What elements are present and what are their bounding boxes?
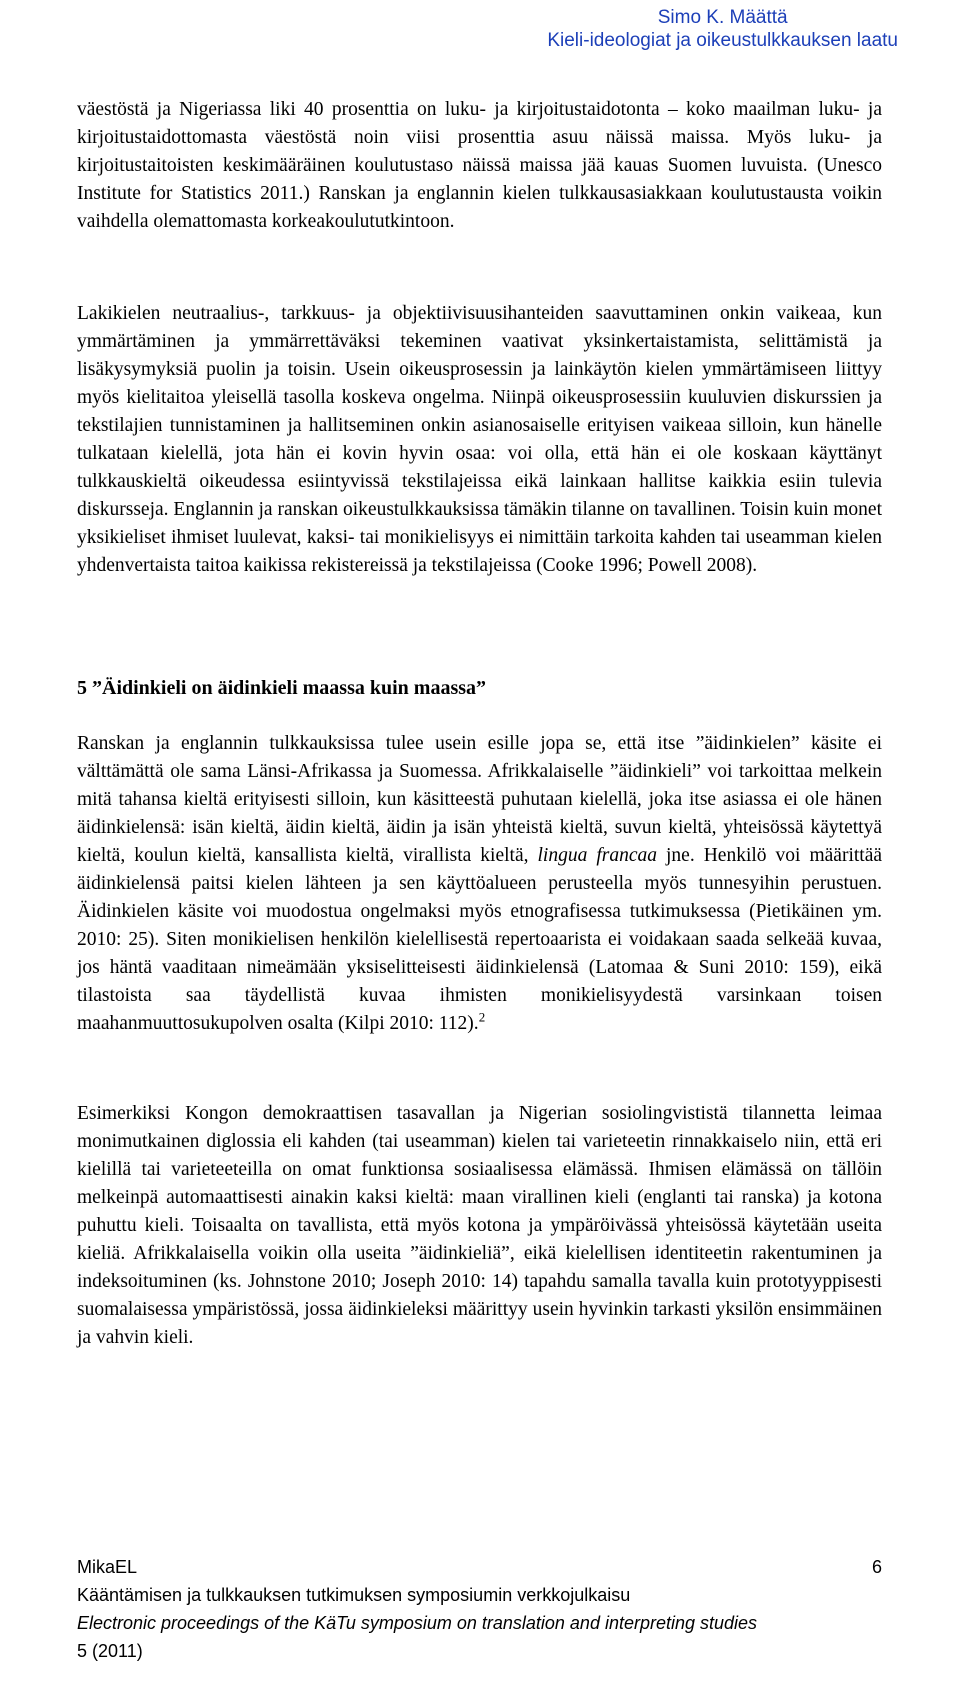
header-title: Kieli-ideologiat ja oikeustulkkauksen laatu	[547, 30, 898, 51]
footer-line-2: Electronic proceedings of the KäTu symposium on translation and interpreting studies	[77, 1613, 758, 1633]
paragraph-4: Esimerkiksi Kongon demokraattisen tasavallan ja Nigerian sosiolingvististä tilannetta leimaa monimutkainen diglossia eli kahden (tai useamman) kielen tai varieteetin rinnakkaiselo niin, että eri kielillä tai varieteeteilla on omat funktionsa sosiaalisessa elämässä. Ihmisen elämässä on tällöin melkeinpä automaattisesti ainakin kaksi kieltä: maan virallinen kieli (englanti tai ranska) ja kotona puhuttu kieli. Toisaalta on tavallista, että myös kotona ja ympäröivässä yhteisössä käytetään useita kieliä. Afrikkalaisella voikin olla useita ”äidinkieliä”, eikä kielellisen identiteetin rakentuminen ja indeksoituminen (ks. Johnstone 2010; Joseph 2010: 14) tapahdu samalla tavalla kuin prototyyppisesti suomalaisessa ympäristössä, jossa äidinkieleksi määrittyy usein hyvinkin tarkasti yksilön ensimmäinen ja vahvin kieli.	[77, 1103, 882, 1348]
paragraph-2: Lakikielen neutraalius-, tarkkuus- ja objektiivisuusihanteiden saavuttaminen onkin vaikeaa, kun ymmärtäminen ja ymmärrettäväksi tekeminen vaativat yksinkertaistamista, selittämistä ja lisäkysymyksiä puolin ja toisin. Usein oikeusprosessin ja lainkäytön kielen ymmärtämiseen liittyy myös kielitaitoa yleisellä tasolla koskeva ongelma. Niinpä oikeusprosessiin kuuluvien diskurssien ja tekstilajien tunnistaminen ja hallitseminen onkin asianosaiselle erityisen vaikeaa silloin, kun hänelle tulkataan kielellä, jota hän ei kovin hyvin osaa: voi olla, että hän ei ole koskaan käyttänyt tulkkauskieltä oikeudessa esiintyvissä tekstilajeissa eikä lainkaan hallitse kaikkia esiin tulevia diskursseja. Englannin ja ranskan oikeustulkkauksissa tämäkin tilanne on tavallinen. Toisin kuin monet yksikieliset ihmiset luulevat, kaksi- tai monikielisyys ei nimittäin tarkoita kahden tai useamman kielen yhdenvertaista taitoa kaikissa rekistereissä ja tekstilajeissa (Cooke 1996; Powell 2008).	[77, 303, 882, 576]
footer-journal: MikaEL	[77, 1557, 138, 1577]
paragraph-3-part-b: jne. Henkilö voi määrittää äidinkielensä paitsi kielen lähteen ja sen käyttöalueen perusteella myös tunnesyihin perustuen. Äidinkielen käsite voi muodostua ongelmaksi myös etnografisessa tutkimuksessa (Pietikäinen ym. 2010: 25). Siten monikielisen henkilön kielellisestä repertoaarista ei voidakaan saada selkeää kuvaa, jos häntä vaaditaan nimeämään yksiselitteisesti äidinkielensä (Latomaa & Suni 2010: 159), eikä tilastoista saa täydellistä kuvaa ihmisten monikielisyydestä varsinkaan toisen maahanmuuttosukupolven osalta (Kilpi 2010: 112).	[77, 845, 883, 1034]
page-footer	[77, 1553, 882, 1665]
paragraph-3	[77, 730, 882, 1038]
footer-line-1: Kääntämisen ja tulkkauksen tutkimuksen symposiumin verkkojulkaisu	[77, 1585, 631, 1605]
page-header	[547, 6, 898, 52]
footnote-marker: 2	[478, 1009, 486, 1025]
paragraph-3-italic: lingua francaa	[537, 845, 658, 866]
paragraph-3-part-a: Ranskan ja englannin tulkkauksissa tulee usein esille jopa se, että itse ”äidinkielen” käsite ei välttämättä ole sama Länsi-Afrikassa ja Suomessa. Afrikkalaiselle ”äidinkieli” voi tarkoittaa melkein mitä tahansa kieltä erityisesti silloin, kun käsitteestä puhutaan kielellä, joka itse asiassa ei ole hänen äidinkielensä: isän kieltä, äidin kieltä, äidin ja isän yhteistä kieltä, suvun kieltä, yhteisössä käytettyä kieltä, koulun kieltä, kansallista kieltä, virallista kieltä,	[77, 733, 882, 866]
paragraph-1: väestöstä ja Nigeriassa liki 40 prosenttia on luku- ja kirjoitustaidotonta – koko maailman luku- ja kirjoitustaidottomasta väestöstä noin viisi prosenttia asuu näissä maissa. Myös luku- ja kirjoitustaitoisten keskimääräinen koulutustaso näissä maissa jää kauas Suomen luvuista. (Unesco Institute for Statistics 2011.) Ranskan ja englannin kielen tulkkausasiakkaan koulutustausta voikin vaihdella olemattomasta korkeakoulututkintoon.	[77, 99, 882, 232]
header-author: Simo K. Määttä	[657, 7, 788, 28]
footer-page-number: 6	[871, 1557, 882, 1577]
footer-line-3: 5 (2011)	[77, 1641, 143, 1661]
section-heading: 5 ”Äidinkieli on äidinkieli maassa kuin maassa”	[77, 677, 487, 699]
